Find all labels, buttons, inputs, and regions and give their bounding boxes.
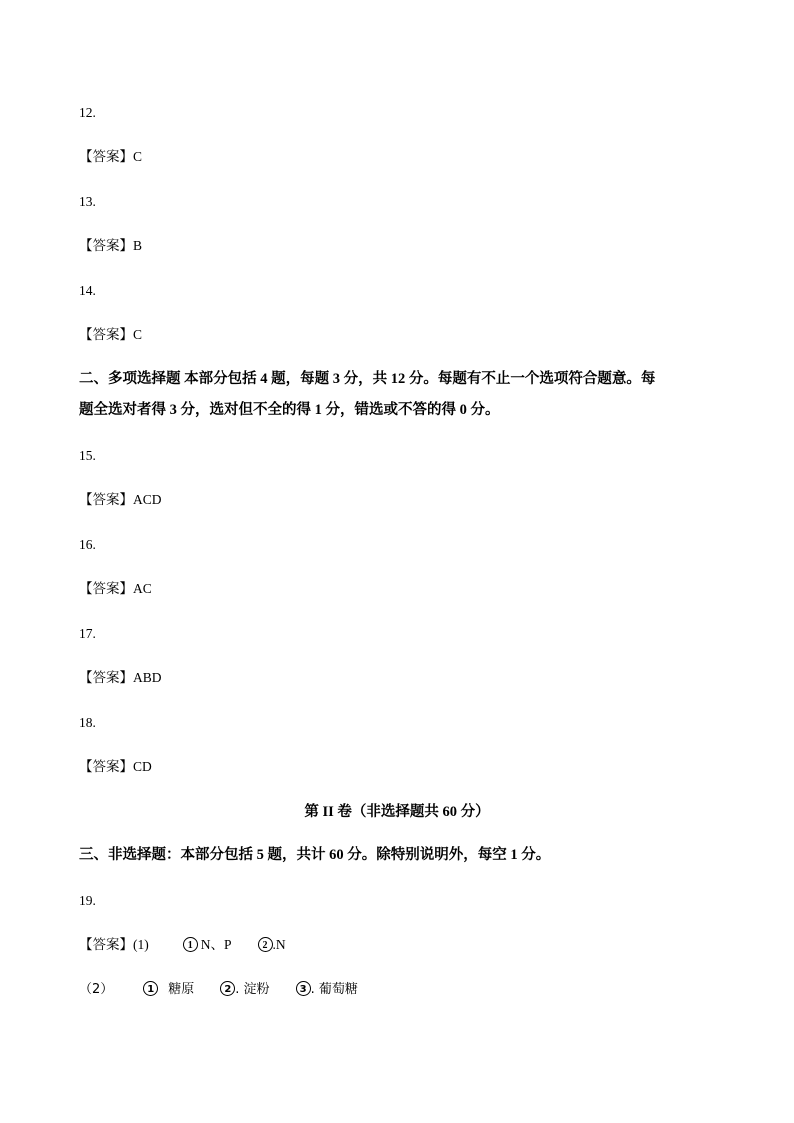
section3-heading: 三、非选择题：本部分包括 5 题，共计 60 分。除特别说明外，每空 1 分。 [79,847,551,863]
section2-heading-line2: 题全选对者得 3 分，选对但不全的得 1 分，错选或不答的得 0 分。 [79,402,500,418]
answer-13: 【答案】B [79,238,143,253]
answer-19-part2-blank3: . 葡萄糖 [310,982,358,997]
answer-19-part2-prefix: （2） [79,982,114,997]
answer-15: 【答案】ACD [79,492,162,507]
question-number-12: 12. [79,105,96,120]
question-number-14: 14. [79,283,96,298]
question-number-15: 15. [79,448,96,463]
answer-18: 【答案】CD [79,759,152,774]
answer-19-part1-prefix: 【答案】(1) [79,937,149,952]
circled-number-3-icon: 3 [296,981,311,996]
circled-number-1-icon: 1 [183,937,198,952]
circled-number-2-icon: 2 [220,981,235,996]
question-number-19: 19. [79,893,96,908]
answer-19-part1 [79,936,286,954]
answer-16: 【答案】AC [79,581,152,596]
answer-14: 【答案】C [79,327,143,342]
answer-19-part2 [79,981,358,999]
circled-number-1-icon: 1 [143,981,158,996]
section2-heading-line1: 二、多项选择题 本部分包括 4 题，每题 3 分，共 12 分。每题有不止一个选项符合题意。每 [79,371,656,387]
circled-number-2-icon: 2 [258,937,273,952]
answer-19-part1-blank2: .N [272,937,286,952]
answer-19-part2-blank2: . 淀粉 [235,982,270,997]
question-number-18: 18. [79,715,96,730]
answer-19-part2-blank1: 糖原 [168,982,195,997]
part2-title: 第 II 卷（非选择题共 60 分） [304,804,490,820]
answer-19-part1-blank1: N、P [200,937,232,952]
answer-12: 【答案】C [79,149,143,164]
question-number-13: 13. [79,194,96,209]
question-number-17: 17. [79,626,96,641]
question-number-16: 16. [79,537,96,552]
answer-17: 【答案】ABD [79,670,162,685]
